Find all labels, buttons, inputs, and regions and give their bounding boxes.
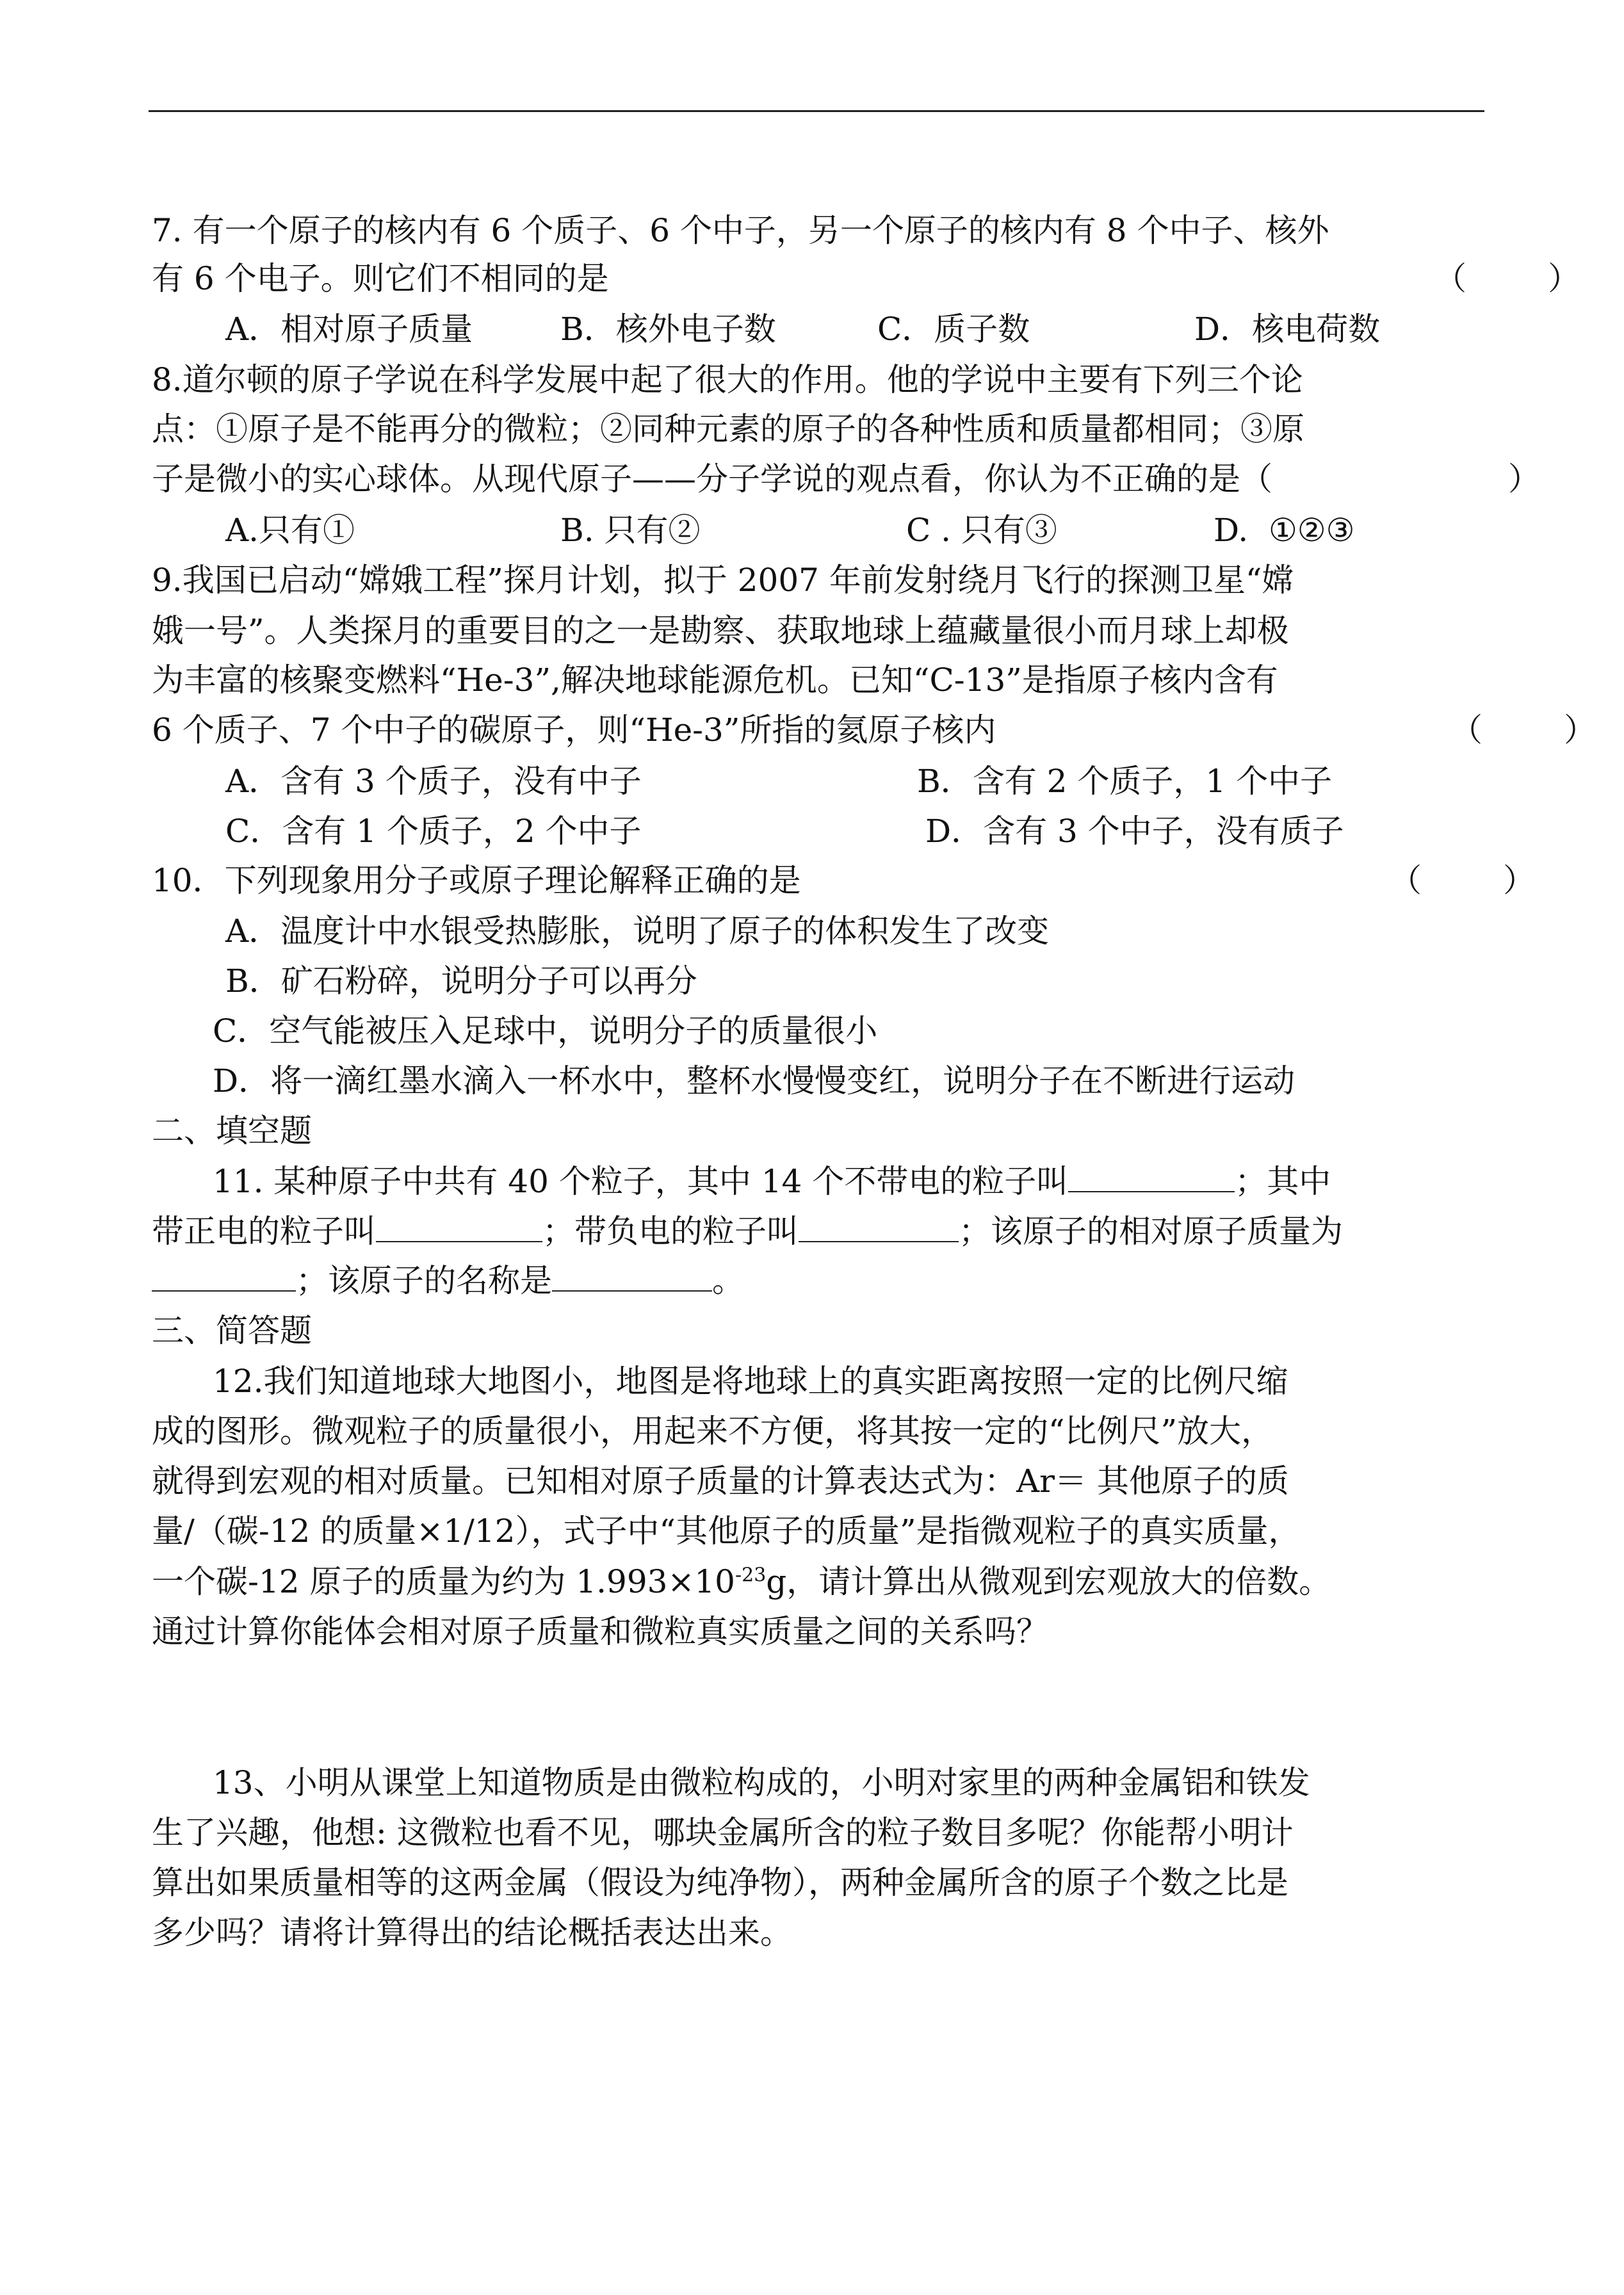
q11-blank-2[interactable] — [376, 1213, 542, 1242]
q8-option-d: D. ①②③ — [1214, 512, 1355, 549]
q9-option-d: D．含有 3 个中子，没有质子 — [925, 813, 1344, 850]
q12-line1: 12.我们知道地球大地图小，地图是将地球上的真实距离按照一定的比例尺缩 — [213, 1363, 1288, 1400]
q8-line2: 点：①原子是不能再分的微粒；②同种元素的原子的各种性质和质量都相同；③原 — [152, 410, 1304, 448]
q12-line6: 通过计算你能体会相对原子质量和微粒真实质量之间的关系吗？ — [152, 1613, 1048, 1650]
q8-option-c: C . 只有③ — [906, 512, 1057, 549]
q7-line2: 有 6 个电子。则它们不相同的是 — [152, 260, 609, 297]
q11-text-a: 11. 某种原子中共有 40 个粒子，其中 14 个不带电的粒子叫 — [213, 1163, 1069, 1200]
q9-line4: 6 个质子、7 个中子的碳原子，则“He-3”所指的氦原子核内 — [152, 711, 996, 749]
q9-answer-paren: （ ） — [1450, 711, 1596, 749]
q7-option-c: C．质子数 — [877, 311, 1030, 348]
q10-option-d: D．将一滴红墨水滴入一杯水中，整杯水慢慢变红，说明分子在不断进行运动 — [213, 1062, 1295, 1099]
q7-line1: 7. 有一个原子的核内有 6 个质子、6 个中子，另一个原子的核内有 8 个中子、核外 — [152, 212, 1329, 249]
q9-option-c: C．含有 1 个质子，2 个中子 — [225, 813, 642, 850]
q10-line1: 10．下列现象用分子或原子理论解释正确的是 — [152, 862, 801, 899]
q9-line1: 9.我国已启动“嫦娥工程”探月计划，拟于 2007 年前发射绕月飞行的探测卫星“嫦 — [152, 562, 1294, 599]
q11-blank-3[interactable] — [799, 1213, 959, 1242]
q11-text-c: 带正电的粒子叫 — [152, 1213, 376, 1250]
section-fill-in-heading: 二、填空题 — [152, 1112, 312, 1149]
q12-line5-b: g，请计算出从微观到宏观放大的倍数。 — [766, 1563, 1331, 1600]
section-short-answer-heading: 三、简答题 — [152, 1312, 312, 1349]
q11-blank-5[interactable] — [552, 1262, 712, 1292]
q12-line5-a: 一个碳-12 原子的质量为约为 1.993×10 — [152, 1563, 735, 1600]
q7-answer-paren: （ ） — [1434, 260, 1580, 297]
q11-text-g: 。 — [712, 1262, 744, 1299]
q11-line3 — [152, 1261, 744, 1302]
q9-line3: 为丰富的核聚变燃料“He-3”,解决地球能源危机。已知“C-13”是指原子核内含有 — [152, 661, 1278, 699]
q12-line3: 就得到宏观的相对质量。已知相对原子质量的计算表达式为：Ar＝ 其他原子的质 — [152, 1463, 1289, 1500]
q13-line1: 13、小明从课堂上知道物质是由微粒构成的，小明对家里的两种金属铝和铁发 — [213, 1764, 1310, 1801]
header-rule — [149, 110, 1484, 112]
q10-answer-paren: （ ） — [1390, 862, 1536, 899]
q7-option-d: D．核电荷数 — [1194, 311, 1381, 348]
q11-blank-4[interactable] — [152, 1262, 296, 1292]
q10-option-b: B．矿石粉碎，说明分子可以再分 — [225, 962, 697, 1000]
q12-line4: 量/（碳-12 的质量×1/12），式子中“其他原子的质量”是指微观粒子的真实质量， — [152, 1512, 1301, 1550]
q12-exponent: -23 — [735, 1564, 767, 1587]
q11-line1 — [213, 1162, 1331, 1203]
q9-line2: 娥一号”。人类探月的重要目的之一是勘察、获取地球上蕴藏量很小而月球上却极 — [152, 612, 1289, 649]
q11-text-d: ；带负电的粒子叫 — [542, 1213, 799, 1250]
q10-option-c: C．空气能被压入足球中，说明分子的质量很小 — [213, 1012, 878, 1050]
q8-line1: 8.道尔顿的原子学说在科学发展中起了很大的作用。他的学说中主要有下列三个论 — [152, 361, 1303, 398]
q7-option-a: A．相对原子质量 — [225, 311, 473, 348]
q8-option-b: B. 只有② — [560, 512, 701, 549]
q9-option-a: A．含有 3 个质子，没有中子 — [225, 763, 642, 800]
q11-text-f: ；该原子的名称是 — [296, 1262, 552, 1299]
q13-line4: 多少吗？请将计算得出的结论概括表达出来。 — [152, 1914, 792, 1951]
q13-line3: 算出如果质量相等的这两金属（假设为纯净物），两种金属所含的原子个数之比是 — [152, 1864, 1288, 1901]
q9-option-b: B．含有 2 个质子，1 个中子 — [917, 763, 1333, 800]
q11-text-e: ；该原子的相对原子质量为 — [959, 1213, 1343, 1250]
q11-blank-1[interactable] — [1068, 1163, 1235, 1192]
q8-paren-close: ） — [1508, 460, 1540, 498]
q11-text-b: ；其中 — [1235, 1163, 1331, 1200]
q13-line2: 生了兴趣，他想: 这微粒也看不见，哪块金属所含的粒子数目多呢？你能帮小明计 — [152, 1814, 1294, 1851]
q8-line3: 子是微小的实心球体。从现代原子——分子学说的观点看，你认为不正确的是（ — [152, 460, 1272, 498]
q11-line2 — [152, 1212, 1343, 1253]
q12-line2: 成的图形。微观粒子的质量很小，用起来不方便，将其按一定的“比例尺”放大， — [152, 1413, 1274, 1450]
q8-option-a: A.只有① — [225, 512, 355, 549]
q7-option-b: B．核外电子数 — [560, 311, 776, 348]
q10-option-a: A．温度计中水银受热膨胀，说明了原子的体积发生了改变 — [225, 912, 1050, 950]
q12-line5 — [152, 1562, 1331, 1603]
